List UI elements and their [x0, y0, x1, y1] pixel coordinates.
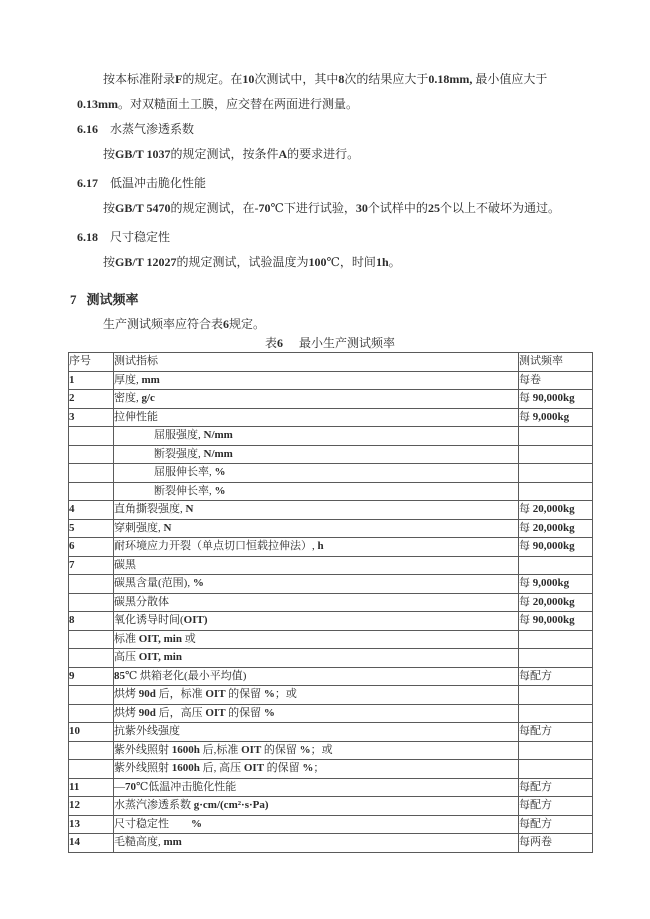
cell-frequency: 每 90,000kg: [519, 390, 593, 409]
header-cell-1: 序号: [69, 353, 114, 372]
cell-frequency: 每 90,000kg: [519, 538, 593, 557]
cell-indicator: 紫外线照射 1600h 后, 高压 OIT 的保留 %；: [114, 760, 519, 779]
cell-indicator: 85℃ 烘箱老化(最小平均值): [114, 667, 519, 686]
table-row: [69, 519, 593, 538]
intro-line-2: 0.13mm。对双糙面土工膜，应交替在两面进行测量。: [77, 97, 359, 111]
cell-frequency: [519, 556, 593, 575]
table-row: [69, 834, 593, 853]
cell-serial: 11: [69, 778, 114, 797]
table-row: [69, 760, 593, 779]
cell-serial: [69, 760, 114, 779]
clause-title: 水蒸气渗透系数: [110, 122, 195, 136]
table-row: [69, 815, 593, 834]
cell-frequency: [519, 741, 593, 760]
cell-indicator: 毛糙高度, mm: [114, 834, 519, 853]
caption-label: 表6: [264, 336, 283, 350]
cell-indicator: 烘烤 90d 后，高压 OIT 的保留 %: [114, 704, 519, 723]
table-row: [69, 408, 593, 427]
cell-indicator: 屈服伸长率, %: [114, 464, 519, 483]
cell-frequency: 每配方: [519, 815, 593, 834]
table-row: [69, 445, 593, 464]
clause-body: 按GB/T 5470的规定测试，在-70℃下进行试验，30个试样中的25个以上不破坏为通过。: [103, 201, 560, 215]
clause-title: 低温冲击脆化性能: [110, 176, 207, 190]
cell-serial: 8: [69, 612, 114, 631]
cell-serial: [69, 482, 114, 501]
cell-indicator: 碳黑含量(范围), %: [114, 575, 519, 594]
cell-serial: [69, 649, 114, 668]
clause-body: 按GB/T 12027的规定测试，试验温度为100℃，时间1h。: [103, 255, 401, 269]
section-number: 7: [70, 292, 77, 307]
cell-indicator: 标准 OIT, min 或: [114, 630, 519, 649]
table-row: [69, 723, 593, 742]
cell-serial: 5: [69, 519, 114, 538]
table-row: [69, 797, 593, 816]
cell-indicator: 厚度, mm: [114, 371, 519, 390]
cell-indicator: 断裂伸长率, %: [114, 482, 519, 501]
header-cell-3: 测试频率: [519, 353, 593, 372]
cell-indicator: 水蒸汽渗透系数 g·cm/(cm²·s·Pa): [114, 797, 519, 816]
cell-indicator: 屈服强度, N/mm: [114, 427, 519, 446]
cell-serial: 7: [69, 556, 114, 575]
cell-frequency: [519, 445, 593, 464]
clause-number: 6.16: [77, 122, 98, 136]
cell-frequency: [519, 464, 593, 483]
clause-heading: [77, 117, 560, 142]
intro-paragraph: [77, 67, 547, 117]
cell-serial: 6: [69, 538, 114, 557]
cell-serial: [69, 704, 114, 723]
cell-frequency: 每 90,000kg: [519, 612, 593, 631]
table-row: [69, 593, 593, 612]
cell-serial: [69, 464, 114, 483]
table-row: [69, 778, 593, 797]
cell-serial: [69, 686, 114, 705]
table-row: [69, 686, 593, 705]
table-row: [69, 649, 593, 668]
production-test-frequency-table: [68, 352, 593, 853]
table-row: [69, 464, 593, 483]
clause-title: 尺寸稳定性: [110, 230, 171, 244]
section-title: 测试频率: [86, 292, 139, 307]
cell-frequency: 每配方: [519, 778, 593, 797]
table-row: [69, 501, 593, 520]
table-row: [69, 390, 593, 409]
clause-heading: [77, 225, 560, 250]
cell-serial: [69, 445, 114, 464]
cell-serial: [69, 630, 114, 649]
table-row: [69, 538, 593, 557]
cell-frequency: [519, 686, 593, 705]
table-row: [69, 667, 593, 686]
table-row: [69, 704, 593, 723]
clause-6-17: [77, 171, 560, 221]
clause-heading: [77, 171, 560, 196]
cell-serial: 14: [69, 834, 114, 853]
caption-title: 最小生产测试频率: [299, 336, 396, 350]
cell-frequency: 每卷: [519, 371, 593, 390]
table-row: [69, 556, 593, 575]
section-7-heading: [70, 287, 265, 312]
cell-indicator: 紫外线照射 1600h 后,标准 OIT 的保留 %；或: [114, 741, 519, 760]
cell-serial: 3: [69, 408, 114, 427]
cell-frequency: 每 20,000kg: [519, 501, 593, 520]
cell-frequency: [519, 482, 593, 501]
table-caption: [68, 336, 592, 351]
cell-indicator: 密度, g/c: [114, 390, 519, 409]
table-row: [69, 575, 593, 594]
table-row: [69, 427, 593, 446]
cell-indicator: 穿刺强度, N: [114, 519, 519, 538]
cell-indicator: 拉伸性能: [114, 408, 519, 427]
cell-frequency: [519, 630, 593, 649]
cell-indicator: 直角撕裂强度, N: [114, 501, 519, 520]
table-header-row: [69, 353, 593, 372]
clause-number: 6.17: [77, 176, 98, 190]
cell-indicator: 碳黑分散体: [114, 593, 519, 612]
cell-serial: 12: [69, 797, 114, 816]
table-row: [69, 482, 593, 501]
cell-serial: 4: [69, 501, 114, 520]
cell-serial: [69, 575, 114, 594]
clauses-6-16-to-6-18: [77, 117, 560, 279]
cell-indicator: 尺寸稳定性 %: [114, 815, 519, 834]
header-cell-2: 测试指标: [114, 353, 519, 372]
cell-serial: [69, 427, 114, 446]
clause-number: 6.18: [77, 230, 98, 244]
table-row: [69, 630, 593, 649]
cell-indicator: 耐环境应力开裂（单点切口恒载拉伸法）, h: [114, 538, 519, 557]
cell-indicator: 氧化诱导时间(OIT): [114, 612, 519, 631]
cell-frequency: [519, 649, 593, 668]
cell-frequency: 每配方: [519, 797, 593, 816]
cell-indicator: 碳黑: [114, 556, 519, 575]
cell-serial: [69, 593, 114, 612]
cell-indicator: 高压 OIT, min: [114, 649, 519, 668]
cell-serial: [69, 741, 114, 760]
cell-frequency: 每 20,000kg: [519, 593, 593, 612]
clause-6-16: [77, 117, 560, 167]
clause-body: 按GB/T 1037的规定测试，按条件A的要求进行。: [103, 147, 360, 161]
cell-frequency: 每 9,000kg: [519, 575, 593, 594]
cell-serial: 10: [69, 723, 114, 742]
cell-indicator: 烘烤 90d 后，标准 OIT 的保留 %；或: [114, 686, 519, 705]
cell-frequency: 每 9,000kg: [519, 408, 593, 427]
table-row: [69, 371, 593, 390]
cell-indicator: 抗紫外线强度: [114, 723, 519, 742]
cell-frequency: [519, 760, 593, 779]
cell-serial: 13: [69, 815, 114, 834]
cell-frequency: 每两卷: [519, 834, 593, 853]
cell-frequency: [519, 427, 593, 446]
cell-frequency: 每 20,000kg: [519, 519, 593, 538]
cell-serial: 9: [69, 667, 114, 686]
table-row: [69, 612, 593, 631]
cell-indicator: —70℃低温冲击脆化性能: [114, 778, 519, 797]
cell-frequency: 每配方: [519, 723, 593, 742]
table-row: [69, 741, 593, 760]
cell-frequency: [519, 704, 593, 723]
section-7-body: 生产测试频率应符合表6规定。: [103, 317, 266, 331]
intro-line-1: 按本标准附录F的规定。在10次测试中，其中8次的结果应大于0.18mm, 最小值应大于: [103, 72, 548, 86]
section-7: [70, 287, 265, 337]
cell-serial: 2: [69, 390, 114, 409]
cell-frequency: 每配方: [519, 667, 593, 686]
clause-6-18: [77, 225, 560, 275]
cell-indicator: 断裂强度, N/mm: [114, 445, 519, 464]
cell-serial: 1: [69, 371, 114, 390]
